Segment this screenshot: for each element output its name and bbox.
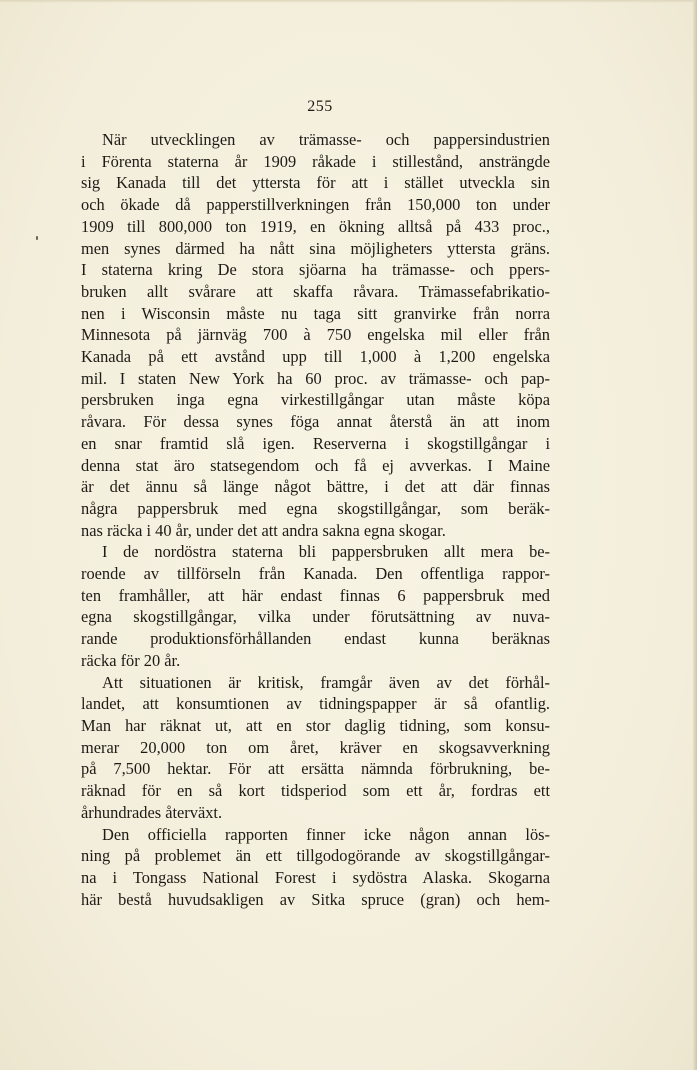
- text-line: nen i Wisconsin måste nu taga sitt granvirke från norra: [81, 303, 550, 323]
- text-line: är det ännu så länge något bättre, i det att där finnas: [81, 477, 550, 497]
- text-line: persbruken inga egna virkestillgångar utan måste köpa: [81, 390, 550, 410]
- text-line: sig Kanada till det yttersta för att i stället utveckla sin: [81, 173, 550, 193]
- text-line: Man har räknat ut, att en stor daglig tidning, som konsu-: [81, 715, 550, 735]
- margin-speck: [36, 236, 38, 240]
- text-line: 1909 till 800,000 ton 1919, en ökning alltså på 433 proc.,: [81, 216, 550, 236]
- text-line: och ökade då papperstillverkningen från 150,000 ton under: [81, 195, 550, 215]
- page-top-edge: [0, 0, 697, 3]
- page-right-edge: [693, 0, 697, 1070]
- body-text: [81, 129, 550, 910]
- text-line: här bestå huvudsakligen av Sitka spruce (gran) och hem-: [81, 889, 550, 909]
- text-line: nas räcka i 40 år, under det att andra sakna egna skogar.: [81, 520, 446, 540]
- text-line: När utvecklingen av trämasse- och pappersindustrien: [102, 130, 550, 149]
- text-line: räknad för en så kort tidsperiod som ett år, fordras ett: [81, 781, 550, 801]
- text-line: roende av tillförseln från Kanada. Den offentliga rappor-: [81, 564, 550, 584]
- text-line: bruken allt svårare att skaffa råvara. Trämassefabrikatio-: [81, 281, 550, 301]
- text-line: Den officiella rapporten finner icke någon annan lös-: [102, 824, 550, 844]
- text-line: na i Tongass National Forest i sydöstra Alaska. Skogarna: [81, 867, 550, 887]
- text-line: ten framhåller, att här endast finnas 6 pappersbruk med: [81, 585, 550, 605]
- text-line: egna skogstillgångar, vilka under förutsättning av nuva-: [81, 607, 550, 627]
- page-number: 255: [307, 98, 333, 115]
- text-line: I de nordöstra staterna bli pappersbruken allt mera be-: [102, 542, 550, 562]
- text-line: århundrades återväxt.: [81, 802, 223, 822]
- text-line: men synes därmed ha nått sina möjligheters yttersta gräns.: [81, 238, 550, 258]
- text-line: en snar framtid slå igen. Reserverna i skogstillgångar i: [81, 433, 550, 453]
- text-line: råvara. För dessa synes föga annat återstå än att inom: [81, 412, 550, 432]
- text-line: på 7,500 hektar. För att ersätta nämnda förbrukning, be-: [81, 759, 550, 779]
- text-line: I staterna kring De stora sjöarna ha trämasse- och ppers-: [81, 260, 550, 280]
- text-line: merar 20,000 ton om året, kräver en skogsavverkning: [81, 737, 550, 757]
- text-line: några pappersbruk med egna skogstillgångar, som beräk-: [81, 498, 550, 518]
- text-line: Att situationen är kritisk, framgår även av det förhål-: [102, 672, 550, 692]
- text-line: Kanada på ett avstånd upp till 1,000 à 1,200 engelska: [81, 347, 550, 367]
- text-line: mil. I staten New York ha 60 proc. av trämasse- och pap-: [81, 368, 550, 388]
- text-line: räcka för 20 år.: [81, 650, 181, 670]
- text-line: i Förenta staterna år 1909 råkade i stillestånd, ansträngde: [81, 151, 550, 171]
- text-line: ning på problemet än ett tillgodogörande av skogstillgångar-: [81, 846, 550, 866]
- text-line: denna stat äro statsegendom och få ej avverkas. I Maine: [81, 455, 550, 475]
- text-line: landet, att konsumtionen av tidningspapper är så ofantlig.: [81, 694, 550, 714]
- text-line: rande produktionsförhållanden endast kunna beräknas: [81, 629, 550, 649]
- text-line: Minnesota på järnväg 700 à 750 engelska mil eller från: [81, 325, 550, 345]
